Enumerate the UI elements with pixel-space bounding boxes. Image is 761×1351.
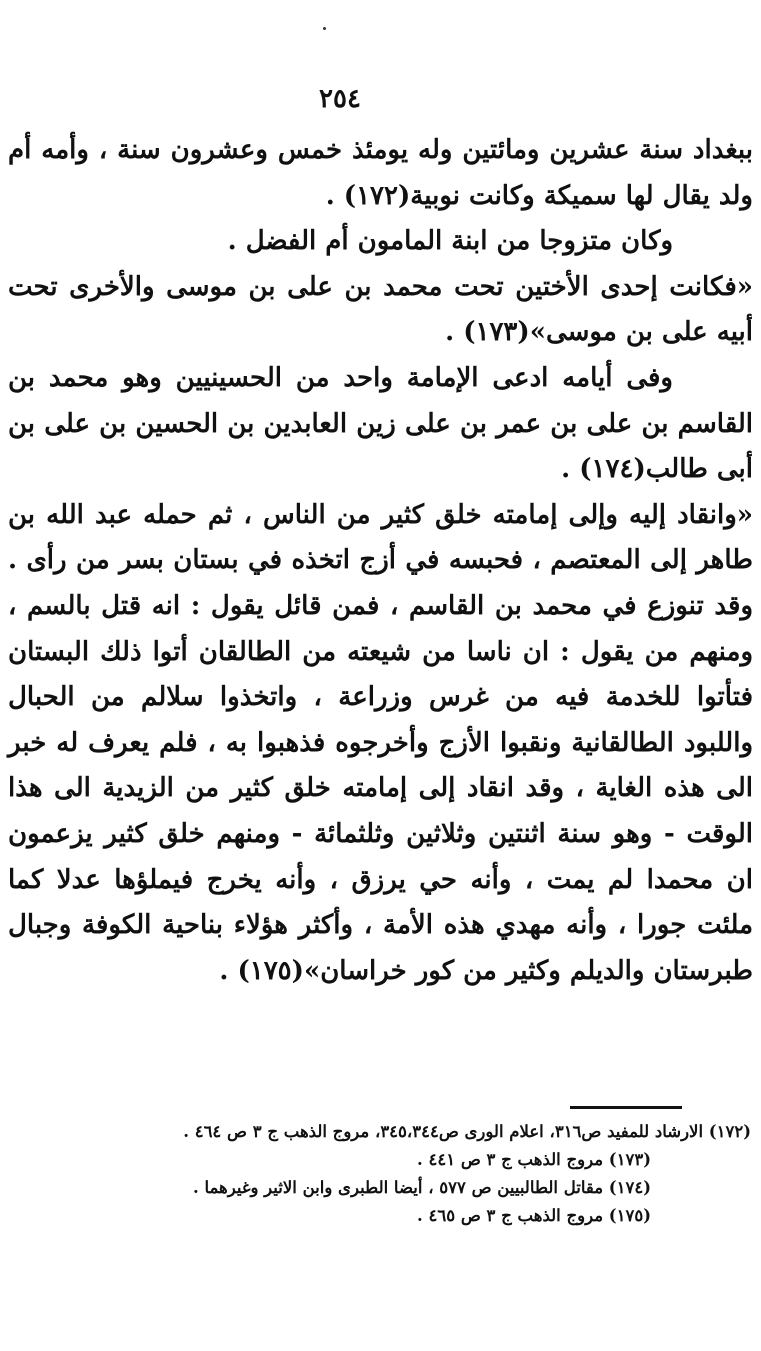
paragraph-5: «وانقاد إليه وإلى إمامته خلق كثير من الناس ، ثم حمله عبد الله بن طاهر إلى المعتصم ، فحبسه في أزج اتخذه في بستان بسر من رأى . وقد تنوزع في محمد بن القاسم ، فمن قائل يقول : انه قتل بالسم ، ومنهم من يقول : ان ناسا من شيعته من الطالقان أتوا ذلك البستان فتأتوا للخدمة فيه من غرس وزراعة ، واتخذوا سلالم من الحبال واللبود الطالقانية ونقبوا الأزج وأخرجوه فذهبوا به ، فلم يعرف له خبر الى هذه الغاية ، وقد انقاد إلى إمامته خلق كثير من الزيدية الى هذا الوقت - وهو سنة اثنتين وثلاثين وثلثمائة - ومنهم خلق كثير يزعمون ان محمدا لم يمت ، وأنه حي يرزق ، وأنه يخرج فيملؤها عدلا كما ملئت جورا ، وأنه مهدي هذه الأمة ، وأكثر هؤلاء بناحية الكوفة وجبال طبرستان والديلم وكثير من كور خراسان»(١٧٥) . <box>8 499 753 986</box>
main-text <box>8 128 753 994</box>
footnote-174: (١٧٤) مقاتل الطالبيين ص ٥٧٧ ، أيضا الطبرى وابن الاثير وغيرهما . <box>193 1178 651 1197</box>
paragraph-4: وفى أيامه ادعى الإمامة واحد من الحسينيين وهو محمد بن القاسم بن على بن عمر بن على زين العابدين بن الحسين بن على بن أبى طالب(١٧٤) . <box>8 362 753 485</box>
paragraph-1: ببغداد سنة عشرين ومائتين وله يومئذ خمس وعشرون سنة ، وأمه أم ولد يقال لها سميكة وكانت نوبية(١٧٢) . <box>8 135 753 211</box>
paragraph-2: وكان متزوجا من ابنة المامون أم الفضل . <box>227 226 673 257</box>
footnote-172: (١٧٢) الارشاد للمفيد ص٣١٦، اعلام الورى ص٣٤٥،٣٤٤، مروج الذهب ج ٣ ص ٤٦٤ . <box>183 1122 751 1141</box>
footnote-divider <box>570 1106 682 1109</box>
page-number: ٢٥٤ <box>319 84 361 114</box>
scan-speck <box>323 27 326 30</box>
paragraph-3: «فكانت إحدى الأختين تحت محمد بن على بن موسى والأخرى تحت أبيه على بن موسى»(١٧٣) . <box>8 271 753 348</box>
footnotes <box>11 1118 751 1230</box>
footnote-173: (١٧٣) مروج الذهب ج ٣ ص ٤٤١ . <box>417 1150 651 1169</box>
footnote-175: (١٧٥) مروج الذهب ج ٣ ص ٤٦٥ . <box>417 1206 651 1225</box>
